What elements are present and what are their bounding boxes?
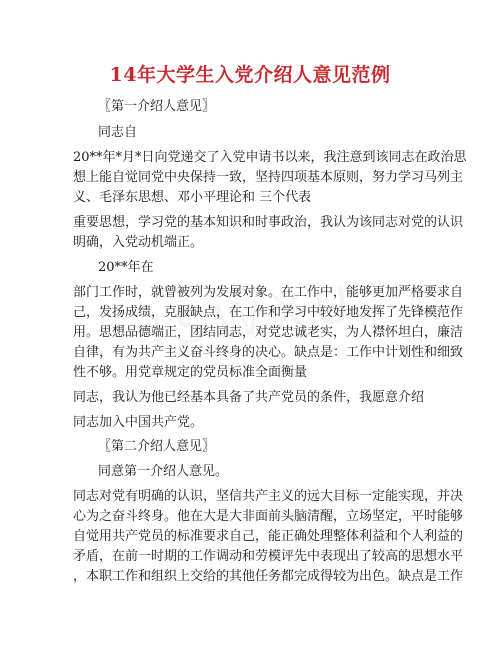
section-heading-first: 〖第一介绍人意见〗 (98, 99, 216, 114)
paragraph-line: 自律，有为共产主义奋斗终身的决心。缺点是：工作中计划性和细致 (73, 345, 464, 360)
page-title: 14年大学生入党介绍人意见范例 (109, 64, 391, 86)
paragraph-line: 己，发扬成绩，克服缺点，在工作和学习中较好地发挥了先锋模范作 (73, 305, 464, 320)
paragraph-line: 用。思想品德端正，团结同志，对党忠诚老实，为人襟怀坦白，廉洁 (73, 325, 464, 340)
section-heading-second: 〖第二介绍人意见〗 (98, 439, 216, 454)
paragraph-line: 心为之奋斗终身。他在大是大非面前头脑清醒，立场坚定，平时能够 (73, 509, 464, 524)
paragraph-line: 重要思想，学习党的基本知识和时事政治，我认为该同志对党的认识 (73, 215, 464, 230)
paragraph-line: 同志，我认为他已经基本具备了共产党员的条件，我愿意介绍 (73, 390, 425, 405)
paragraph-line: 同意第一介绍人意见。 (98, 464, 229, 479)
paragraph-line: 部门工作时，就曾被列为发展对象。在工作中，能够更加严格要求自 (73, 285, 464, 300)
paragraph-line: 明确，入党动机端正。 (73, 235, 204, 250)
paragraph-line: 同志对党有明确的认识，坚信共产主义的远大目标一定能实现，并决 (73, 489, 464, 504)
paragraph-line: 性不够。用党章规定的党员标准全面衡量 (73, 365, 308, 380)
paragraph-line: 同志自 (98, 125, 138, 140)
paragraph-line: 20**年在 (98, 260, 154, 275)
paragraph-line: 想上能自觉同党中央保持一致，坚持四项基本原则，努力学习马列主 (73, 170, 464, 185)
paragraph-line: 自觉用共产党员的标准要求自己，能正确处理整体利益和个人利益的 (73, 529, 464, 544)
paragraph-line: 矛盾，在前一时期的工作调动和劳模评先中表现出了较高的思想水平 (73, 549, 464, 564)
paragraph-line: 同志加入中国共产党。 (73, 415, 204, 430)
paragraph-line: 义、毛泽东思想、邓小平理论和 三个代表 (73, 190, 312, 205)
paragraph-line: ，本职工作和组织上交给的其他任务都完成得较为出色。缺点是工作 (73, 569, 464, 584)
paragraph-line: 20**年*月*日向党递交了入党申请书以来，我注意到该同志在政治思 (73, 150, 467, 165)
